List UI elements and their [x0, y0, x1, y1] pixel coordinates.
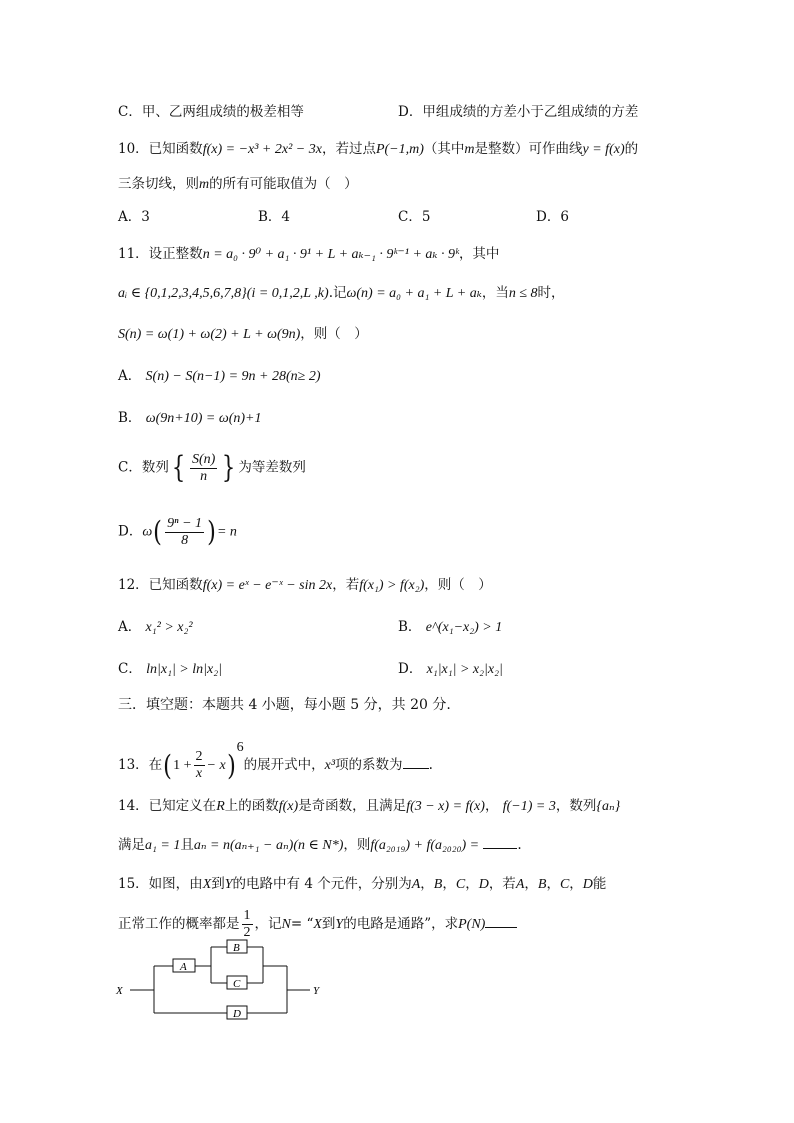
terminal-x-label: X: [116, 985, 123, 997]
q12-option-b: B． e^(x₁−x₂) > 1: [398, 619, 503, 635]
q14-stem-line2: 满足a₁ = 1且aₙ = n(aₙ₊₁ − aₙ)(n ∈ N*)，则f(a₂₀₁₉) + f(a₂₀₂₀) = .: [118, 834, 522, 856]
q11-option-a: A． S(n) − S(n−1) = 9n + 28(n≥ 2): [118, 368, 321, 384]
component-d-label: D: [233, 1008, 241, 1020]
q10-stem: 10．已知函数f(x) = −x³ + 2x² − 3x，若过点P(−1,m)（其中m是整数）可作曲线y = f(x)的: [118, 141, 639, 157]
component-c-label: C: [233, 978, 241, 990]
q12-stem: 12．已知函数f(x) = eˣ − e⁻ˣ − sin 2x，若f(x₁) > f(x₂)，则（ ）: [118, 577, 492, 593]
q15-answer-blank[interactable]: [485, 913, 517, 928]
q10-option-b: B．4: [258, 209, 291, 225]
q10-option-a: A．3: [118, 209, 150, 225]
q13-answer-blank[interactable]: [403, 754, 429, 769]
q10-option-c: C．5: [398, 209, 431, 225]
q15-stem: 15．如图，由X到Y的电路中有 4 个元件，分别为A，B，C，D，若A，B，C，D能: [118, 876, 607, 892]
q12-option-d: D． x₁|x₁| > x₂|x₂|: [398, 661, 503, 677]
q11-condition: aᵢ ∈ {0,1,2,3,4,5,6,7,8}(i = 0,1,2,L ,k).记ω(n) = a₀ + a₁ + L + aₖ，当n ≤ 8时，: [118, 285, 565, 301]
q9-option-d: D．甲组成绩的方差小于乙组成绩的方差: [398, 104, 639, 120]
section-heading: 三．填空题：本题共 4 小题，每小题 5 分，共 20 分.: [118, 697, 451, 713]
q14-answer-blank[interactable]: [483, 834, 517, 849]
q11-option-b: B． ω(9n+10) = ω(n)+1: [118, 410, 262, 426]
component-b-label: B: [233, 942, 240, 954]
q11-option-d: D．ω( $\frac{\text{9ⁿ − 1}}{8}$ )= n: [118, 515, 237, 548]
q13-stem: 13．在(1 + $\frac{2}{x}$ − x)$^6$的展开式中，x³项的系数为 .: [118, 740, 433, 782]
q11-option-c: C．数列{ $\frac{S(n)}{n}$ } 为等差数列: [118, 450, 306, 485]
q11-s-definition: S(n) = ω(1) + ω(2) + L + ω(9n)，则（ ）: [118, 326, 368, 342]
q10-option-d: D．6: [536, 209, 569, 225]
q14-stem: 14．已知定义在R上的函数f(x)是奇函数，且满足f(3 − x) = f(x)， f(−1) = 3，数列{aₙ}: [118, 798, 621, 814]
component-a-label: A: [180, 961, 187, 973]
q15-stem-line2: 正常工作的概率都是 $\frac{1}{2}$ ，记N= “X到Y的电路是通路”，求P(N): [118, 908, 517, 941]
q12-option-a: A． x₁² > x₂²: [118, 619, 193, 635]
q9-option-c: C．甲、乙两组成绩的极差相等: [118, 104, 304, 120]
q12-option-c: C． ln|x₁| > ln|x₂|: [118, 661, 222, 677]
q11-stem: 11．设正整数n = a₀ · 9⁰ + a₁ · 9¹ + L + aₖ₋₁ · 9ᵏ⁻¹ + aₖ · 9ᵏ，其中: [118, 246, 500, 262]
terminal-y-label: Y: [313, 985, 320, 997]
q10-stem-line2: 三条切线，则m的所有可能取值为（ ）: [118, 176, 358, 192]
circuit-diagram: [110, 935, 330, 1025]
